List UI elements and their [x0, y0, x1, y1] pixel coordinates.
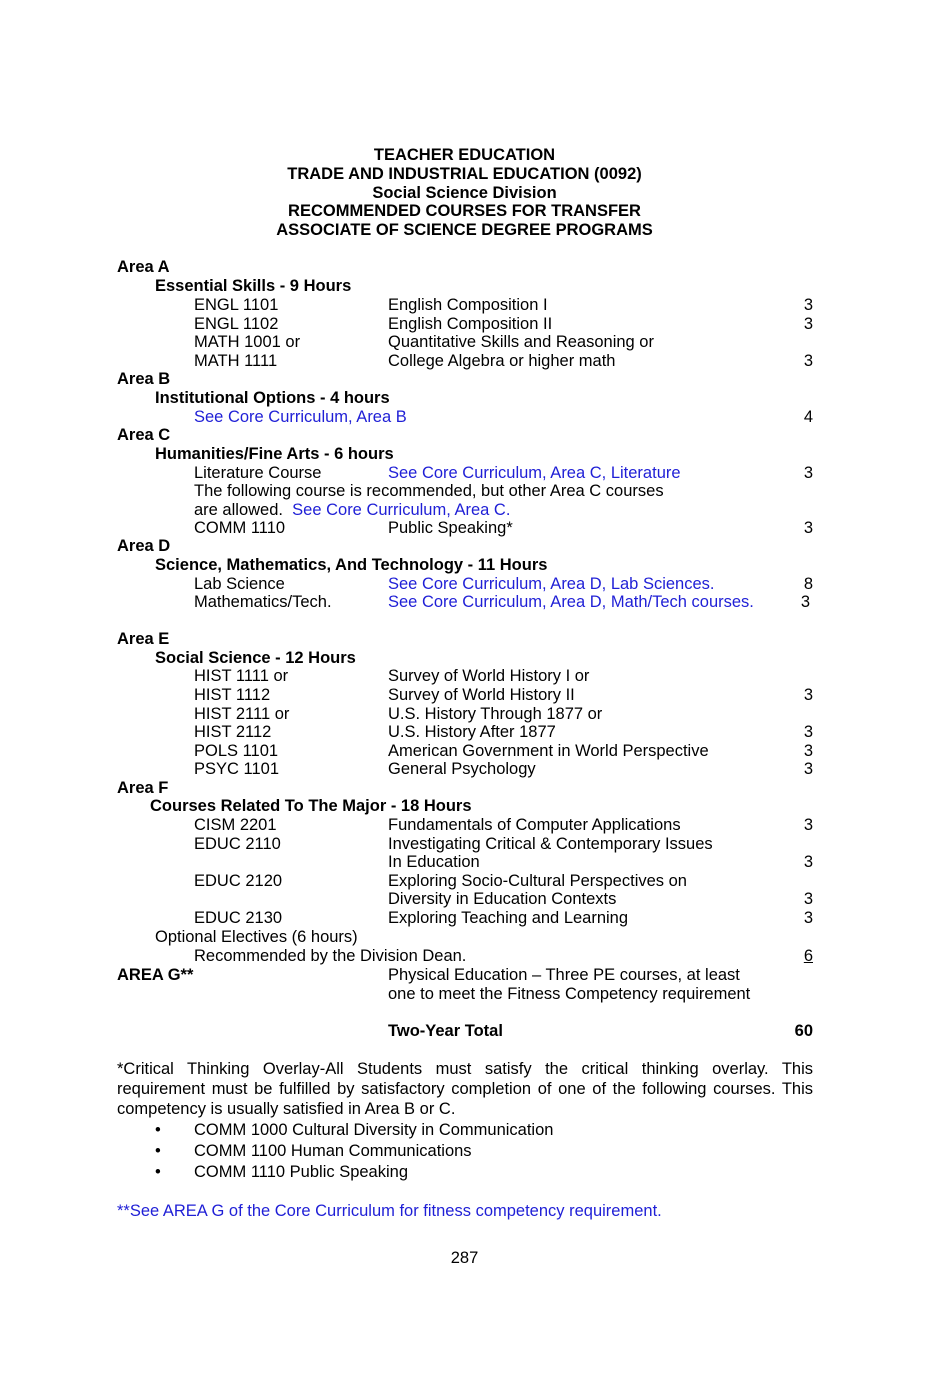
- header-line-3: Social Science Division: [372, 184, 557, 202]
- area-a-label: Area A: [117, 258, 170, 276]
- course-code: EDUC 2130: [194, 909, 283, 927]
- course-title: English Composition I: [388, 296, 548, 314]
- list-item: COMM 1100 Human Communications: [194, 1142, 472, 1160]
- header-line-1: TEACHER EDUCATION: [373, 146, 556, 164]
- optional-electives: Optional Electives (6 hours): [155, 928, 358, 946]
- course-credits: 3: [803, 890, 813, 908]
- course-title: U.S. History Through 1877 or: [388, 705, 603, 723]
- area-d-label: Area D: [117, 537, 171, 555]
- course-code: EDUC 2120: [194, 872, 283, 890]
- course-credits: 3: [803, 816, 813, 834]
- course-credits: 6: [803, 947, 813, 965]
- course-credits: 3: [803, 519, 813, 537]
- header-line-4: RECOMMENDED COURSES FOR TRANSFER: [288, 202, 641, 220]
- course-title: Exploring Socio-Cultural Perspectives on: [388, 872, 687, 890]
- total-label: Two-Year Total: [388, 1022, 503, 1040]
- course-code: Literature Course: [194, 464, 322, 482]
- area-f-label: Area F: [117, 779, 169, 797]
- course-code: HIST 1111 or: [194, 667, 289, 685]
- list-item: COMM 1110 Public Speaking: [194, 1163, 408, 1181]
- course-title: English Composition II: [388, 315, 553, 333]
- area-c-note: [194, 501, 510, 520]
- area-g-core-curriculum-link[interactable]: **See AREA G of the Core Curriculum for fitness competency requirement.: [117, 1202, 662, 1220]
- course-credits: 3: [803, 760, 813, 778]
- course-credits: 8: [803, 575, 813, 593]
- core-curriculum-link[interactable]: See Core Curriculum, Area D, Math/Tech courses.: [388, 593, 754, 611]
- list-item: COMM 1000 Cultural Diversity in Communication: [194, 1121, 554, 1139]
- bullet-icon: •: [155, 1163, 161, 1181]
- area-c-label: Area C: [117, 426, 171, 444]
- area-g-label: AREA G**: [117, 966, 194, 984]
- course-credits: 4: [803, 408, 813, 426]
- course-credits: 3: [803, 296, 813, 314]
- course-code: ENGL 1102: [194, 315, 279, 333]
- area-a-subheading: Essential Skills - 9 Hours: [155, 277, 352, 295]
- course-code: Lab Science: [194, 575, 285, 593]
- course-title: Survey of World History I or: [388, 667, 590, 685]
- core-curriculum-link[interactable]: See Core Curriculum, Area C.: [292, 501, 511, 519]
- course-title: Fundamentals of Computer Applications: [388, 816, 681, 834]
- course-title: College Algebra or higher math: [388, 352, 616, 370]
- core-curriculum-link[interactable]: See Core Curriculum, Area D, Lab Sciences.: [388, 575, 715, 593]
- bullet-icon: •: [155, 1121, 161, 1139]
- course-credits: 3: [800, 593, 810, 611]
- course-title: Survey of World History II: [388, 686, 575, 704]
- total-value: 60: [794, 1022, 813, 1040]
- course-credits: 3: [803, 909, 813, 927]
- bullet-icon: •: [155, 1142, 161, 1160]
- course-title: Exploring Teaching and Learning: [388, 909, 629, 927]
- course-code: ENGL 1101: [194, 296, 279, 314]
- course-title: In Education: [388, 853, 480, 871]
- course-code: Mathematics/Tech.: [194, 593, 332, 611]
- course-credits: 3: [803, 742, 813, 760]
- course-title: Diversity in Education Contexts: [388, 890, 617, 908]
- core-curriculum-link[interactable]: See Core Curriculum, Area C, Literature: [388, 464, 681, 482]
- area-b-subheading: Institutional Options - 4 hours: [155, 389, 390, 407]
- area-c-subheading: Humanities/Fine Arts - 6 hours: [155, 445, 394, 463]
- area-d-subheading: Science, Mathematics, And Technology - 11 Hours: [155, 556, 548, 574]
- course-title: Quantitative Skills and Reasoning or: [388, 333, 654, 351]
- critical-thinking-paragraph: *Critical Thinking Overlay-All Students must satisfy the critical thinking overlay. This requirement must be fulfilled by satisfactory completion of one of the following courses. This competency is usually satisfied in Area B or C.: [117, 1060, 813, 1118]
- course-title: General Psychology: [388, 760, 536, 778]
- area-b-label: Area B: [117, 370, 171, 388]
- course-code: POLS 1101: [194, 742, 279, 760]
- optional-electives-note: Recommended by the Division Dean.: [194, 947, 467, 965]
- course-code: MATH 1001 or: [194, 333, 301, 351]
- course-code: EDUC 2110: [194, 835, 281, 853]
- course-credits: 3: [803, 315, 813, 333]
- course-credits: 3: [803, 352, 813, 370]
- course-code: HIST 2111 or: [194, 705, 290, 723]
- course-title: American Government in World Perspective: [388, 742, 709, 760]
- course-credits: 3: [803, 464, 813, 482]
- area-f-subheading: Courses Related To The Major - 18 Hours: [150, 797, 472, 815]
- course-title: Investigating Critical & Contemporary Issues: [388, 835, 713, 853]
- area-c-note: The following course is recommended, but other Area C courses: [194, 482, 664, 500]
- course-code: COMM 1110: [194, 519, 286, 537]
- course-credits: 3: [803, 686, 813, 704]
- course-code: MATH 1111: [194, 352, 278, 370]
- header-line-5: ASSOCIATE OF SCIENCE DEGREE PROGRAMS: [276, 221, 653, 239]
- course-code: HIST 2112: [194, 723, 272, 741]
- area-e-label: Area E: [117, 630, 170, 648]
- area-g-description: one to meet the Fitness Competency requirement: [388, 985, 751, 1003]
- header-line-2: TRADE AND INDUSTRIAL EDUCATION (0092): [287, 165, 642, 183]
- area-e-subheading: Social Science - 12 Hours: [155, 649, 356, 667]
- course-code: PSYC 1101: [194, 760, 279, 778]
- course-code: CISM 2201: [194, 816, 277, 834]
- course-credits: 3: [803, 853, 813, 871]
- course-title: Public Speaking*: [388, 519, 513, 537]
- course-title: U.S. History After 1877: [388, 723, 556, 741]
- page-number: 287: [450, 1249, 479, 1267]
- area-g-description: Physical Education – Three PE courses, at least: [388, 966, 740, 984]
- course-code: HIST 1112: [194, 686, 271, 704]
- area-c-note-text: are allowed.: [194, 501, 283, 519]
- course-credits: 3: [803, 723, 813, 741]
- core-curriculum-link[interactable]: See Core Curriculum, Area B: [194, 408, 407, 426]
